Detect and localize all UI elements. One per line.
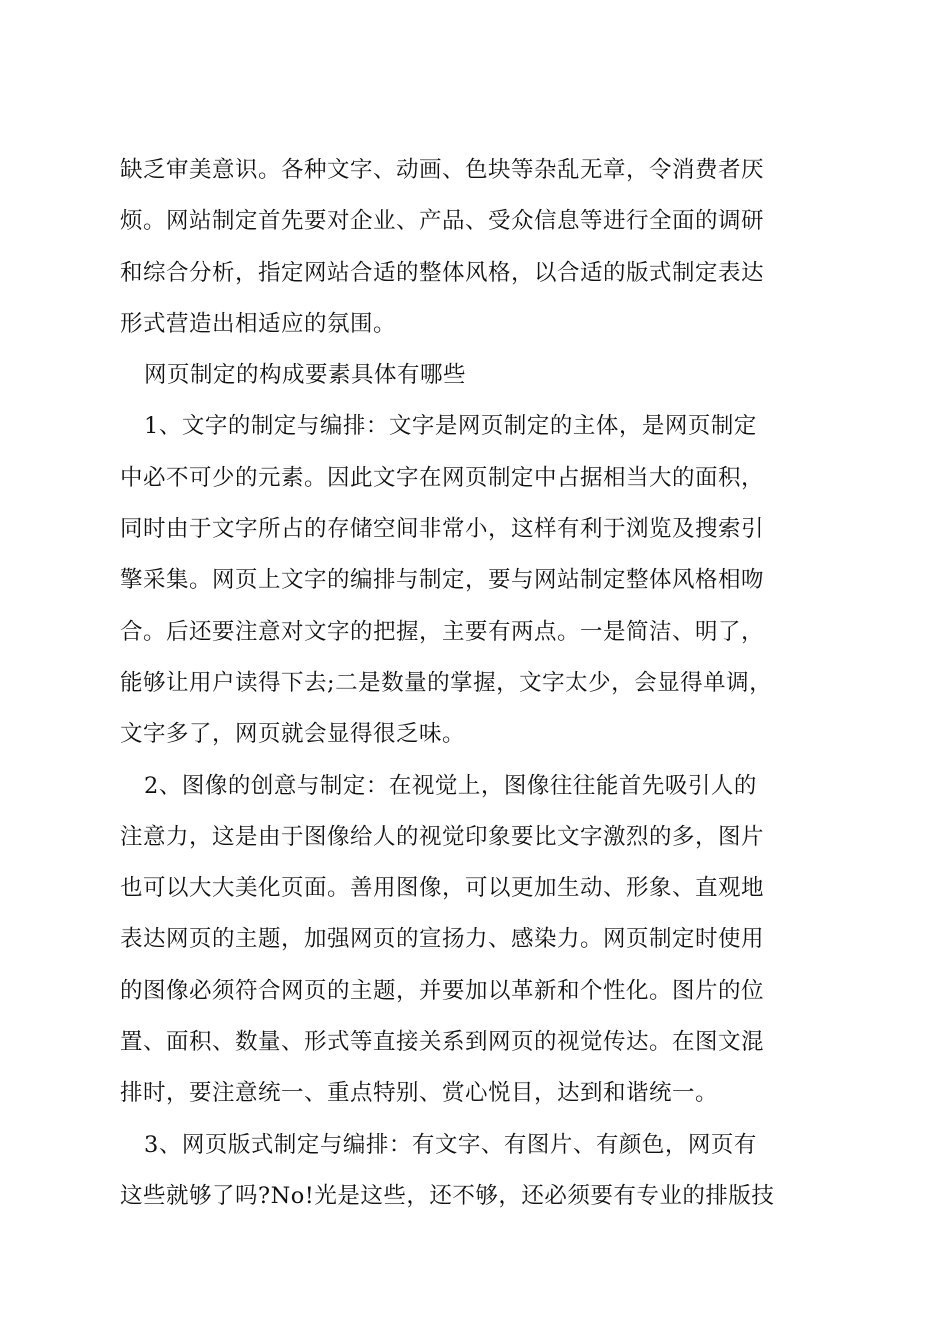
paragraph-line: 这些就够了吗?No!光是这些，还不够，还必须要有专业的排版技 — [120, 1182, 775, 1209]
paragraph-line: 同时由于文字所占的存储空间非常小，这样有利于浏览及搜索引 — [120, 516, 765, 543]
paragraph-line: 擎采集。网页上文字的编排与制定，要与网站制定整体风格相吻 — [120, 567, 765, 594]
paragraph-line: 缺乏审美意识。各种文字、动画、色块等杂乱无章，令消费者厌 — [120, 157, 765, 183]
paragraph-line: 合。后还要注意对文字的把握，主要有两点。一是简洁、明了， — [120, 618, 765, 645]
paragraph-line: 和综合分析，指定网站合适的整体风格，以合适的版式制定表达 — [120, 259, 765, 286]
section-heading: 网页制定的构成要素具体有哪些 — [144, 362, 467, 389]
paragraph-line: 3、网页版式制定与编排：有文字、有图片、有颜色，网页有 — [144, 1131, 757, 1158]
document-body — [120, 145, 840, 1222]
paragraph-line: 也可以大大美化页面。善用图像，可以更加生动、形象、直观地 — [120, 875, 765, 902]
paragraph-line: 形式营造出相适应的氛围。 — [120, 310, 397, 337]
paragraph-line: 1、文字的制定与编排：文字是网页制定的主体，是网页制定 — [144, 413, 757, 440]
paragraph-line: 置、面积、数量、形式等直接关系到网页的视觉传达。在图文混 — [120, 1029, 765, 1056]
paragraph-line: 烦。网站制定首先要对企业、产品、受众信息等进行全面的调研 — [120, 208, 765, 235]
paragraph-line: 注意力，这是由于图像给人的视觉印象要比文字激烈的多，图片 — [120, 823, 765, 850]
paragraph-line: 排时，要注意统一、重点特别、赏心悦目，达到和谐统一。 — [120, 1080, 719, 1107]
paragraph-line: 表达网页的主题，加强网页的宣扬力、感染力。网页制定时使用 — [120, 926, 765, 953]
paragraph-line: 2、图像的创意与制定：在视觉上，图像往往能首先吸引人的 — [144, 772, 757, 799]
paragraph-line: 的图像必须符合网页的主题，并要加以革新和个性化。图片的位 — [120, 977, 765, 1004]
paragraph-line: 能够让用户读得下去;二是数量的掌握，文字太少，会显得单调， — [120, 669, 773, 696]
paragraph-line: 中必不可少的元素。因此文字在网页制定中占据相当大的面积， — [120, 464, 765, 491]
paragraph-line: 文字多了，网页就会显得很乏味。 — [120, 721, 466, 748]
